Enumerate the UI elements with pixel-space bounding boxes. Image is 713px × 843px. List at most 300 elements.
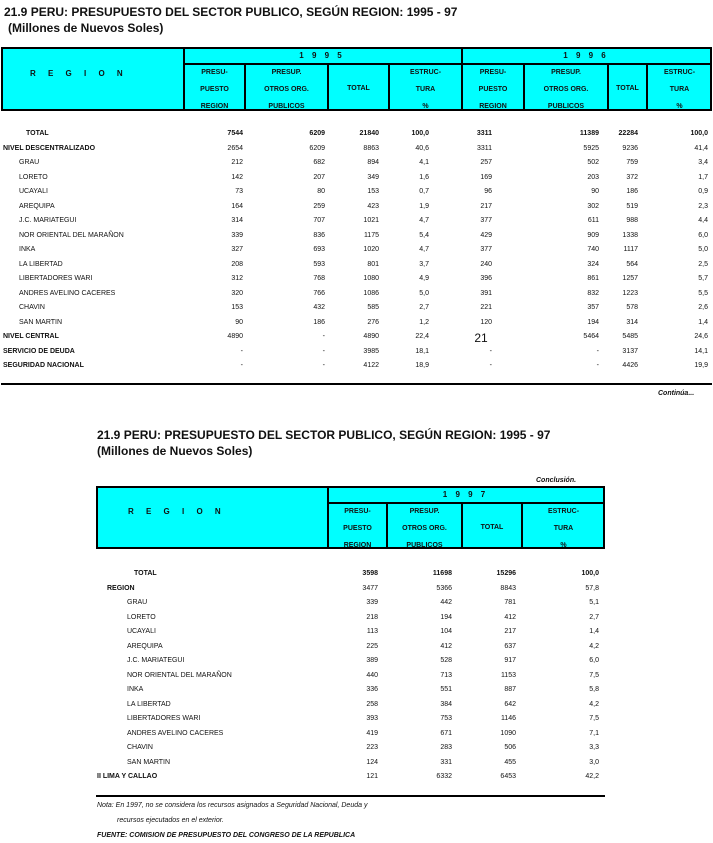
cell-value: 223 <box>366 744 378 751</box>
cell-value: 6453 <box>500 773 516 780</box>
cell-value: 1021 <box>363 217 379 224</box>
table-row <box>0 243 713 257</box>
cell-value: 1257 <box>622 275 638 282</box>
cell-value: 218 <box>366 613 378 621</box>
cell-value: 11698 <box>432 570 452 577</box>
cell-value: 7544 <box>227 130 243 137</box>
cell-value: 100,0 <box>581 570 599 577</box>
row-label: LIBERTADORES WARI <box>127 715 201 722</box>
cell-value: 90 <box>591 188 599 195</box>
cell-value: 169 <box>480 173 492 181</box>
cell-value: 768 <box>313 275 325 282</box>
cell-value: 528 <box>440 657 452 664</box>
cell-value: 327 <box>231 246 243 253</box>
cell-value: 5485 <box>622 333 638 340</box>
cell-value: 3311 <box>476 144 492 152</box>
cell-value: 2654 <box>227 144 243 152</box>
cell-value: 2,7 <box>419 304 429 311</box>
column-header-line: ESTRUC- <box>547 508 580 515</box>
column-header-line: PUBLICOS <box>268 103 305 110</box>
row-label: LA LIBERTAD <box>127 700 171 708</box>
table-row <box>0 596 713 610</box>
cell-value: 1086 <box>363 289 379 297</box>
column-header <box>463 64 523 115</box>
cell-value: 377 <box>480 246 492 253</box>
cell-value: 1338 <box>622 231 638 239</box>
row-label: NOR ORIENTAL DEL MARAÑON <box>127 671 232 679</box>
cell-value: 142 <box>231 173 243 181</box>
table-row <box>0 669 713 683</box>
cell-value: 393 <box>366 715 378 722</box>
cell-value: 42,2 <box>585 773 599 780</box>
column-header <box>648 64 711 115</box>
row-label: SAN MARTIN <box>19 318 63 326</box>
column-header-line: TURA <box>553 525 574 532</box>
cell-value: 4122 <box>363 362 379 369</box>
row-label: NIVEL DESCENTRALIZADO <box>3 144 96 152</box>
column-header-line: % <box>422 103 429 110</box>
cell-value: 14,1 <box>694 347 708 355</box>
cell-value: 429 <box>480 231 492 239</box>
continues-label: Continúa... <box>658 390 695 397</box>
column-header-line: REGION <box>200 103 229 110</box>
cell-value: 432 <box>313 304 325 311</box>
cell-value: 5,7 <box>698 275 708 282</box>
row-label: LA LIBERTAD <box>19 260 63 268</box>
cell-value: 766 <box>313 289 325 297</box>
column-header-line: OTROS ORG. <box>543 86 589 93</box>
row-label: SERVICIO DE DEUDA <box>3 347 75 355</box>
cell-value: 4,7 <box>419 217 429 224</box>
cell-value: 391 <box>480 289 492 297</box>
row-label: REGION <box>107 584 135 592</box>
column-header-line: TOTAL <box>480 524 504 531</box>
cell-value: - <box>240 347 243 355</box>
cell-value: 4,4 <box>698 217 708 224</box>
row-label: ANDRES AVELINO CACERES <box>19 289 116 297</box>
table-row <box>0 287 713 301</box>
row-label: NIVEL CENTRAL <box>3 333 59 340</box>
row-label: CHAVIN <box>127 744 153 751</box>
column-header-line: OTROS ORG. <box>264 86 309 93</box>
table-row <box>0 640 713 654</box>
cell-value: 5925 <box>583 144 599 152</box>
cell-value: 7,5 <box>589 715 599 722</box>
cell-value: 861 <box>587 275 599 282</box>
row-label: UCAYALI <box>19 188 48 195</box>
cell-value: 18,9 <box>415 362 429 369</box>
cell-value: 4,2 <box>589 700 599 708</box>
cell-value: - <box>322 347 325 355</box>
cell-value: 121 <box>366 773 378 780</box>
cell-value: 3311 <box>476 130 492 137</box>
note-line-2: recursos ejecutados en el exterior. <box>117 817 224 824</box>
cell-value: 6,0 <box>589 657 599 664</box>
column-header <box>185 64 244 115</box>
cell-value: 682 <box>313 159 325 166</box>
cell-value: 302 <box>587 202 599 210</box>
year-label: 1 9 9 6 <box>563 51 609 60</box>
column-header-line: REGION <box>479 103 507 110</box>
table-row <box>0 171 713 185</box>
cell-value: 6,0 <box>698 231 708 239</box>
cell-value: 217 <box>504 628 516 635</box>
cell-value: - <box>322 362 325 369</box>
column-header-line: % <box>560 542 567 549</box>
cell-value: 4890 <box>363 333 379 340</box>
cell-value: 221 <box>480 304 492 311</box>
column-header-line: PRESUP. <box>409 508 440 515</box>
cell-value: 3137 <box>622 347 638 355</box>
cell-value: 377 <box>480 217 492 224</box>
cell-value: 412 <box>440 642 452 650</box>
cell-value: 6209 <box>309 144 325 152</box>
cell-value: 894 <box>367 159 379 166</box>
column-header-line: OTROS ORG. <box>402 525 447 532</box>
cell-value: 4,1 <box>419 159 429 166</box>
cell-value: 740 <box>587 246 599 253</box>
row-label: SEGURIDAD NACIONAL <box>3 362 84 369</box>
table-row <box>0 683 713 697</box>
cell-value: 208 <box>231 260 243 268</box>
cell-value: 0,9 <box>698 188 708 195</box>
column-header-line: PRESU- <box>479 69 507 76</box>
cell-value: 5,0 <box>419 289 429 297</box>
cell-value: 713 <box>440 671 452 679</box>
cell-value: 1,2 <box>419 318 429 326</box>
cell-value: - <box>596 347 599 355</box>
table1-subtitle: (Millones de Nuevos Soles) <box>8 21 164 35</box>
cell-value: 585 <box>367 304 379 311</box>
row-label: II LIMA Y CALLAO <box>97 773 158 780</box>
row-label: CHAVIN <box>19 304 45 311</box>
cell-value: 1020 <box>363 246 379 253</box>
column-header-line: PRESUP. <box>551 69 581 76</box>
cell-value: - <box>322 333 325 340</box>
table2-title: 21.9 PERU: PRESUPUESTO DEL SECTOR PUBLICO, SEGÚN REGION: 1995 - 97 <box>97 428 551 442</box>
cell-value: 73 <box>235 188 243 195</box>
cell-value: - <box>596 362 599 369</box>
table-row <box>0 185 713 199</box>
cell-value: 423 <box>367 202 379 210</box>
cell-value: 4,2 <box>589 642 599 650</box>
table-row <box>0 712 713 726</box>
table-row <box>0 654 713 668</box>
table-row <box>0 200 713 214</box>
cell-value: 2,3 <box>698 202 708 210</box>
cell-value: 693 <box>313 246 325 253</box>
cell-value: 7,1 <box>589 729 599 737</box>
cell-value: 506 <box>504 744 516 751</box>
cell-value: 194 <box>587 318 599 326</box>
cell-value: 22,4 <box>415 333 429 340</box>
cell-value: 153 <box>231 304 243 311</box>
cell-value: 637 <box>504 642 516 650</box>
table-row <box>0 142 713 156</box>
cell-value: 759 <box>626 159 638 166</box>
cell-value: - <box>489 362 492 369</box>
cell-value: 357 <box>587 304 599 311</box>
cell-value: - <box>240 362 243 369</box>
cell-value: 4,9 <box>419 275 429 282</box>
cell-value: 5,8 <box>589 686 599 693</box>
cell-value: 314 <box>626 318 638 326</box>
cell-value: 3,3 <box>589 744 599 751</box>
column-header <box>523 503 604 554</box>
row-label: J.C. MARIATEGUI <box>127 657 185 664</box>
cell-value: 18,1 <box>415 347 429 355</box>
row-label: INKA <box>19 246 36 253</box>
cell-value: 3,4 <box>698 159 708 166</box>
cell-value: 3477 <box>362 584 378 592</box>
cell-value: 40,6 <box>415 144 429 152</box>
cell-value: 212 <box>231 159 243 166</box>
cell-value: 120 <box>480 318 492 326</box>
cell-value: 502 <box>587 159 599 166</box>
table-row <box>0 727 713 741</box>
cell-value: 164 <box>231 202 243 210</box>
cell-value: 1,6 <box>419 173 429 181</box>
cell-value: 836 <box>313 231 325 239</box>
note-line-1: Nota: En 1997, no se considera los recursos asignados a Seguridad Nacional, Deuda y <box>97 802 368 809</box>
cell-value: 455 <box>504 758 516 766</box>
table-row <box>0 698 713 712</box>
cell-value: 1117 <box>623 246 638 253</box>
cell-value: 389 <box>366 657 378 664</box>
column-header-line: % <box>676 103 683 110</box>
column-header-line: PUESTO <box>343 525 372 532</box>
cell-value: 671 <box>440 729 452 737</box>
cell-value: 15296 <box>496 570 516 577</box>
cell-value: 1,4 <box>698 318 708 326</box>
cell-value: 2,7 <box>589 613 599 621</box>
column-header-line: PUBLICOS <box>547 103 585 110</box>
row-label: SAN MARTIN <box>127 758 171 766</box>
column-header <box>246 64 327 115</box>
table-row <box>0 359 713 373</box>
table-row <box>0 258 713 272</box>
table1-title: 21.9 PERU: PRESUPUESTO DEL SECTOR PUBLICO, SEGÚN REGION: 1995 - 97 <box>4 5 458 19</box>
cell-value: 753 <box>440 715 452 722</box>
row-label: UCAYALI <box>127 628 156 635</box>
cell-value: 100,0 <box>411 130 429 137</box>
table-row <box>0 770 713 784</box>
cell-value: 832 <box>587 289 599 297</box>
cell-value: 4,7 <box>419 246 429 253</box>
cell-value: 801 <box>367 260 379 268</box>
cell-value: 258 <box>366 700 378 708</box>
cell-value: 11389 <box>579 130 599 137</box>
column-header-line: PRESU- <box>201 69 228 76</box>
cell-value: 153 <box>367 188 379 195</box>
row-label: AREQUIPA <box>19 202 55 210</box>
cell-value: 6332 <box>436 773 452 780</box>
table-row <box>0 229 713 243</box>
table-row <box>0 345 713 359</box>
cell-value: 1146 <box>500 715 516 722</box>
cell-value: 7,5 <box>589 671 599 679</box>
cell-value: 1175 <box>363 231 379 239</box>
cell-value: 1153 <box>500 671 516 679</box>
cell-value: 1223 <box>622 289 638 297</box>
column-header <box>390 64 461 115</box>
cell-value: 781 <box>504 599 516 606</box>
cell-value: 578 <box>626 304 638 311</box>
cell-value: 419 <box>366 729 378 737</box>
cell-value: 203 <box>587 173 599 181</box>
table1-bottom-rule <box>1 383 712 385</box>
column-header-line: TOTAL <box>616 85 639 92</box>
cell-value: 5,1 <box>589 599 599 606</box>
column-header-line: PUESTO <box>200 86 229 93</box>
cell-value: 225 <box>366 642 378 650</box>
cell-value: 41,4 <box>694 144 708 152</box>
table-row <box>0 756 713 770</box>
column-header <box>525 64 607 115</box>
cell-value: 312 <box>231 275 243 282</box>
region-header: R E G I O N <box>30 69 128 78</box>
cell-value: 2,6 <box>698 304 708 311</box>
cell-value: 339 <box>231 231 243 239</box>
conclusion-label: Conclusión. <box>536 477 577 484</box>
cell-value: 240 <box>480 260 492 268</box>
row-label: LORETO <box>127 613 156 621</box>
column-header-line: ESTRUC- <box>663 69 696 76</box>
cell-value: 194 <box>440 613 452 621</box>
cell-value: 339 <box>366 599 378 606</box>
cell-value: 707 <box>313 217 325 224</box>
cell-value: 3985 <box>363 347 379 355</box>
cell-value: 3,7 <box>419 260 429 268</box>
column-header-line: TURA <box>669 86 690 93</box>
column-header <box>388 503 461 554</box>
cell-value: 384 <box>440 700 452 708</box>
cell-value: 887 <box>504 686 516 693</box>
cell-value: 5464 <box>583 333 599 340</box>
cell-value: 259 <box>313 202 325 210</box>
row-label: TOTAL <box>134 570 157 577</box>
table2-bottom-rule <box>96 795 605 797</box>
cell-value: 909 <box>587 231 599 239</box>
table-row <box>0 127 713 141</box>
cell-value: 24,6 <box>694 333 708 340</box>
row-label: LORETO <box>19 173 48 181</box>
cell-value: 988 <box>626 217 638 224</box>
table-row <box>0 316 713 330</box>
cell-value: 1,9 <box>419 202 429 210</box>
cell-value: 320 <box>231 289 243 297</box>
cell-value: 1080 <box>363 275 379 282</box>
cell-value: 551 <box>440 686 452 693</box>
column-header-line: ESTRUC- <box>409 69 442 76</box>
cell-value: 21840 <box>359 130 379 137</box>
cell-value: 349 <box>367 173 379 181</box>
cell-value: 124 <box>366 758 378 766</box>
row-label: TOTAL <box>26 130 49 137</box>
cell-value: 5,0 <box>698 246 708 253</box>
cell-value: 4426 <box>622 362 638 369</box>
cell-value: 90 <box>235 318 243 326</box>
cell-value: 372 <box>626 173 638 181</box>
region-header: R E G I O N <box>128 507 226 516</box>
cell-value: 104 <box>440 628 452 635</box>
cell-value: 22284 <box>618 130 638 137</box>
cell-value: 412 <box>504 613 516 621</box>
cell-value: - <box>489 347 492 355</box>
cell-value: 593 <box>313 260 325 268</box>
cell-value: 564 <box>626 260 638 268</box>
column-header-line: PRESU- <box>344 508 371 515</box>
column-header-line: PUBLICOS <box>406 542 443 549</box>
table-row <box>0 582 713 596</box>
cell-value: 1,7 <box>698 173 708 181</box>
table-row <box>0 567 713 581</box>
cell-value: 611 <box>587 217 599 224</box>
column-header <box>463 519 521 536</box>
cell-value: 257 <box>480 159 492 166</box>
year-label: 1 9 9 7 <box>442 490 489 499</box>
cell-value: 440 <box>366 671 378 679</box>
cell-value: 217 <box>480 202 492 210</box>
table-row <box>0 611 713 625</box>
cell-value: 207 <box>313 173 325 181</box>
row-label: J.C. MARIATEGUI <box>19 217 77 224</box>
row-label: GRAU <box>127 599 148 606</box>
cell-value: 8843 <box>500 584 516 592</box>
cell-value: 3598 <box>362 570 378 577</box>
cell-value: 314 <box>231 217 243 224</box>
cell-value: 5366 <box>436 584 452 592</box>
column-header <box>609 80 646 97</box>
row-label: ANDRES AVELINO CACERES <box>127 729 224 737</box>
cell-value: 57,8 <box>585 584 599 592</box>
table-row <box>0 741 713 755</box>
cell-value: 442 <box>440 599 452 606</box>
source-line: FUENTE: COMISION DE PRESUPUESTO DEL CONGRESO DE LA REPUBLICA <box>97 832 356 839</box>
row-label: AREQUIPA <box>127 642 163 650</box>
cell-value: 8863 <box>363 144 379 152</box>
cell-value: 113 <box>366 628 378 635</box>
cell-value: 1,4 <box>589 628 599 635</box>
cell-value: 80 <box>317 188 325 195</box>
cell-value: 331 <box>440 758 452 766</box>
year-label: 1 9 9 5 <box>299 51 345 60</box>
table-row <box>0 156 713 170</box>
row-label: LIBERTADORES WARI <box>19 275 93 282</box>
cell-value: 0,7 <box>419 188 429 195</box>
cell-value: 186 <box>313 318 325 326</box>
column-header-line: REGION <box>343 542 372 549</box>
row-label: INKA <box>127 686 144 693</box>
cell-value: 283 <box>440 744 452 751</box>
cell-value: 9236 <box>622 144 638 152</box>
column-header <box>329 503 386 554</box>
cell-value: 6209 <box>309 130 325 137</box>
cell-value: 1090 <box>500 729 516 737</box>
cell-value: 336 <box>366 686 378 693</box>
table-row <box>0 330 713 344</box>
cell-value: 2,5 <box>698 260 708 268</box>
table-row <box>0 272 713 286</box>
row-label: GRAU <box>19 159 40 166</box>
cell-value: 4890 <box>227 333 243 340</box>
column-header-line: PUESTO <box>478 86 508 93</box>
cell-value: 5,5 <box>698 289 708 297</box>
cell-value: 276 <box>367 318 379 326</box>
cell-value: 3,0 <box>589 758 599 766</box>
cell-value: 19,9 <box>694 362 708 369</box>
cell-value: 186 <box>626 188 638 195</box>
